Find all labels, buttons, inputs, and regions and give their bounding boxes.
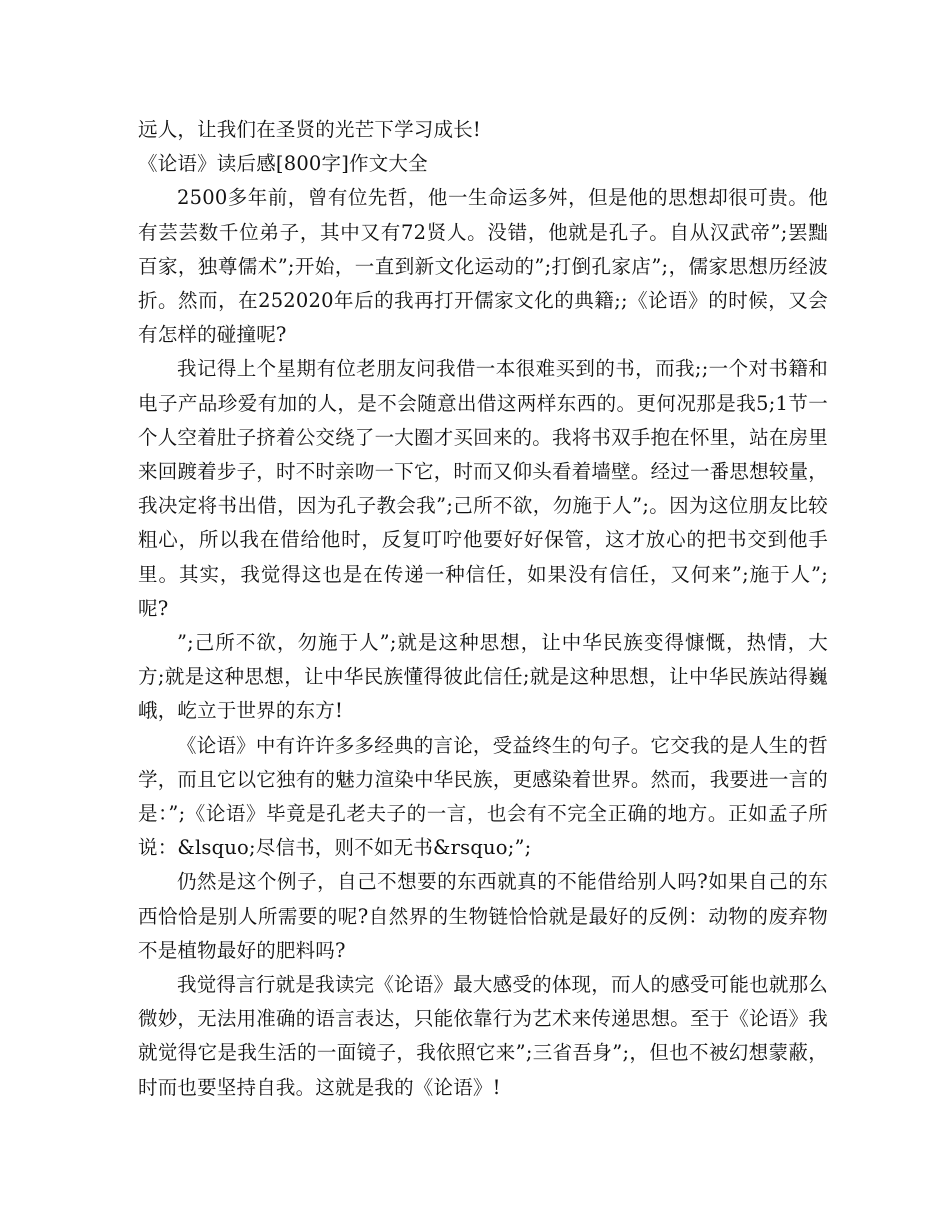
paragraph: 仍然是这个例子，自己不想要的东西就真的不能借给别人吗?如果自己的东西恰恰是别人所需要的呢?自然界的生物链恰恰就是最好的反例：动物的废弃物不是植物最好的肥料吗? bbox=[138, 870, 828, 962]
paragraph: 2500多年前，曾有位先哲，他一生命运多舛，但是他的思想却很可贵。他有芸芸数千位弟子，其中又有72贤人。没错，他就是孔子。自从汉武帝”;罢黜百家，独尊儒术”;开始，一直到新文化运动的”;打倒孔家店”;，儒家思想历经波折。然而，在252020年后的我再打开儒家文化的典籍;;《论语》的时候，又会有怎样的碰撞呢? bbox=[138, 186, 828, 347]
paragraph: 我记得上个星期有位老朋友问我借一本很难买到的书，而我;;一个对书籍和电子产品珍爱有加的人，是不会随意出借这两样东西的。更何况那是我5;1节一个人空着肚子挤着公交绕了一大圈才买回来的。我将书双手抱在怀里，站在房里来回踱着步子，时不时亲吻一下它，时而又仰头看着墙壁。经过一番思想较量，我决定将书出借，因为孔子教会我”;己所不欲，勿施于人”;。因为这位朋友比较粗心，所以我在借给他时，反复叮咛他要好好保管，这才放心的把书交到他手里。其实，我觉得这也是在传递一种信任，如果没有信任，又何来”;施于人”;呢? bbox=[138, 357, 828, 620]
document-body bbox=[138, 113, 828, 1105]
paragraph-continuation: 远人，让我们在圣贤的光芒下学习成长! bbox=[138, 118, 481, 141]
paragraph: 我觉得言行就是我读完《论语》最大感受的体现，而人的感受可能也就那么微妙，无法用准确的语言表达，只能依靠行为艺术来传递思想。至于《论语》我就觉得它是我生活的一面镜子，我依照它来”;三省吾身”;，但也不被幻想蒙蔽，时而也要坚持自我。这就是我的《论语》! bbox=[138, 973, 828, 1099]
paragraph: ”;己所不欲，勿施于人”;就是这种思想，让中华民族变得慷慨，热情，大方;就是这种思想，让中华民族懂得彼此信任;就是这种思想，让中华民族站得巍峨，屹立于世界的东方! bbox=[138, 631, 828, 723]
paragraph: 《论语》中有许许多多经典的言论，受益终生的句子。它交我的是人生的哲学，而且它以它独有的魅力渲染中华民族，更感染着世界。然而，我要进一言的是：”;《论语》毕竟是孔老夫子的一言，也会有不完全正确的地方。正如孟子所说：&lsquo;尽信书，则不如无书&rsquo;”; bbox=[138, 733, 828, 860]
article-title: 《论语》读后感[800字]作文大全 bbox=[138, 152, 428, 176]
